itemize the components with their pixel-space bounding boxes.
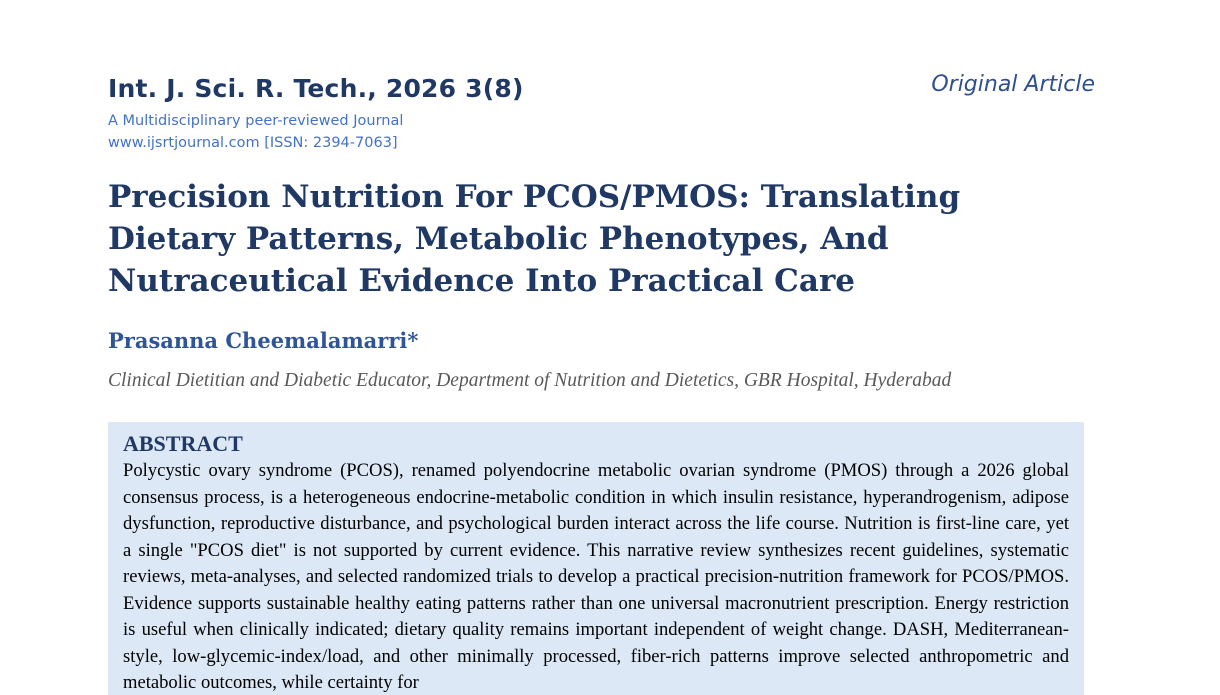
author-name: Prasanna Cheemalamarri* bbox=[108, 328, 419, 353]
author-affiliation: Clinical Dietitian and Diabetic Educator, Department of Nutrition and Dietetics, GBR Hospital, Hyderabad bbox=[108, 370, 952, 391]
journal-website-issn[interactable]: www.ijsrtjournal.com [ISSN: 2394-7063] bbox=[108, 135, 398, 151]
journal-title: Int. J. Sci. R. Tech., 2026 3(8) bbox=[108, 74, 524, 103]
paper-title: Precision Nutrition For PCOS/PMOS: Translating Dietary Patterns, Metabolic Phenotypes, And Nutraceutical Evidence Into Practical Care bbox=[108, 179, 961, 299]
abstract-heading: ABSTRACT bbox=[123, 431, 243, 456]
abstract-box bbox=[108, 422, 1084, 695]
article-type-label: Original Article bbox=[931, 72, 1095, 97]
abstract-text: Polycystic ovary syndrome (PCOS), renamed polyendocrine metabolic ovarian syndrome (PMOS) through a 2026 global consensus process, is a heterogeneous endocrine-metabolic condition in which insulin resistance, hyperandrogenism, adipose dysfunction, reproductive disturbance, and psychological burden interact across the life course. Nutrition is first-line care, yet a single "PCOS diet" is not supported by current evidence. This narrative review synthesizes recent guidelines, systematic reviews, meta-analyses, and selected randomized trials to develop a practical precision-nutrition framework for PCOS/PMOS. Evidence supports sustainable healthy eating patterns rather than one universal macronutrient prescription. Energy restriction is useful when clinically indicated; dietary quality remains important independent of weight change. DASH, Mediterranean-style, low-glycemic-index/load, and other minimally processed, fiber-rich patterns improve selected anthropometric and metabolic outcomes, while certainty for bbox=[123, 460, 1069, 693]
journal-subtitle: A Multidisciplinary peer-reviewed Journal bbox=[108, 113, 404, 129]
